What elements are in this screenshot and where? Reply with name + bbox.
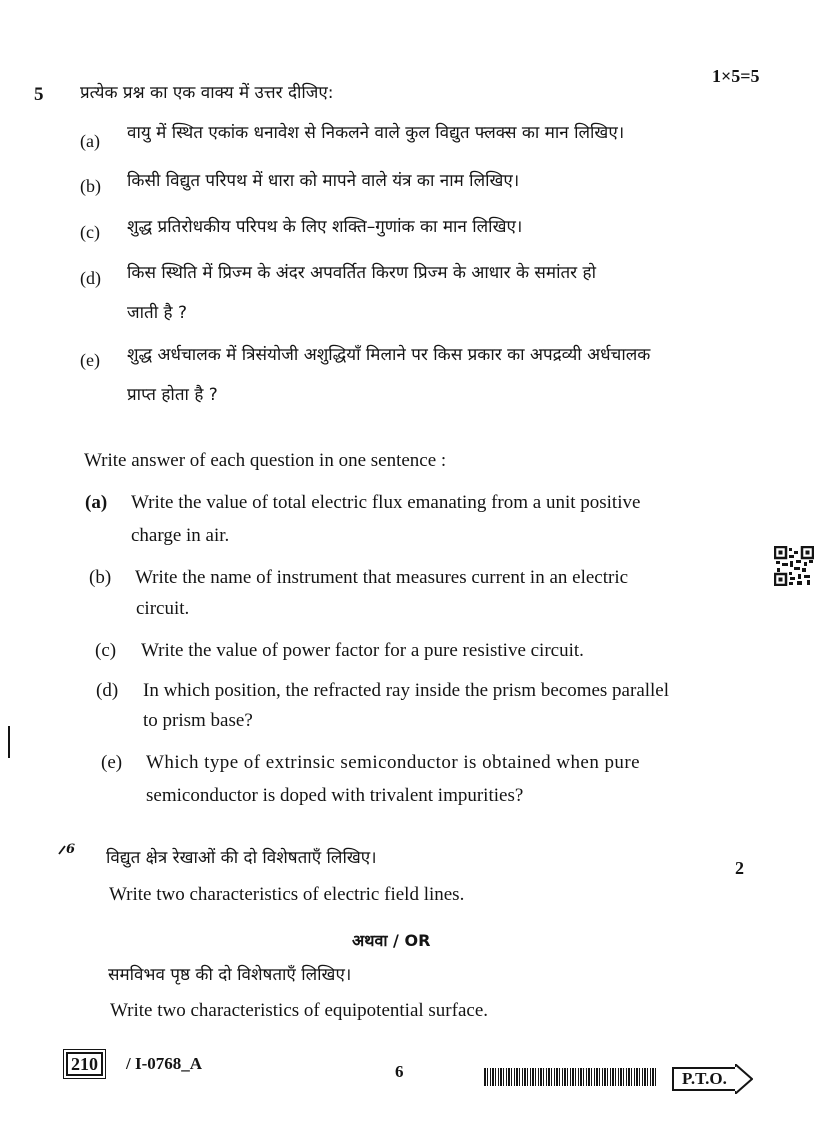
page-number: 6 (395, 1062, 404, 1081)
english-part-e-text-line1: Which type of extrinsic semiconductor is obtained when pure (146, 752, 641, 773)
english-part-b-label: (b) (89, 567, 112, 588)
paper-set-number: 210 (66, 1052, 103, 1076)
question-6-alternative-hindi-text: समविभव पृष्ठ की दो विशेषताएँ लिखिए। (108, 965, 352, 985)
hindi-part-d-label: (d) (80, 268, 101, 288)
hindi-part-c-label: (c) (80, 222, 100, 242)
hindi-part-b-label: (b) (80, 176, 101, 196)
hindi-part-a-label: (a) (80, 131, 100, 151)
english-part-e-label: (e) (101, 752, 123, 773)
hindi-part-a-text: वायु में स्थित एकांक धनावेश से निकलने वाले कुल विद्युत फ्लक्स का मान लिखिए। (127, 123, 625, 143)
question-5-hindi-instruction: प्रत्येक प्रश्न का एक वाक्य में उत्तर दीजिए: (80, 83, 334, 103)
question-6-number-handwritten (56, 840, 82, 856)
footer-code-box (66, 1054, 103, 1075)
hindi-part-e-text-line2: प्राप्त होता है ? (127, 385, 218, 405)
english-part-a-text-line1: Write the value of total electric flux emanating from a unit positive (131, 492, 641, 513)
english-part-d-text-line2: to prism base? (143, 710, 253, 731)
pto-indicator (672, 1064, 753, 1094)
question-6-marks: 2 (735, 858, 744, 878)
english-part-a-text-line2: charge in air. (131, 525, 230, 546)
english-part-b-text-line1: Write the name of instrument that measures current in an electric (135, 567, 629, 588)
english-part-a-label: (a) (85, 492, 108, 513)
english-part-d-text-line1: In which position, the refracted ray inside the prism becomes parallel (143, 680, 670, 701)
english-part-c-text: Write the value of power factor for a pure resistive circuit. (141, 640, 584, 661)
arrow-right-icon (735, 1064, 753, 1094)
question-6-hindi-text: विद्युत क्षेत्र रेखाओं की दो विशेषताएँ लिखिए। (106, 848, 377, 868)
margin-mark (8, 726, 10, 758)
question-5-number: 5 (34, 84, 44, 105)
barcode (484, 1068, 656, 1086)
english-part-e-text-line2: semiconductor is doped with trivalent impurities? (146, 785, 524, 806)
hindi-part-d-text-line2: जाती है ? (127, 303, 187, 323)
english-instruction: Write answer of each question in one sentence : (84, 450, 447, 471)
english-part-c-label: (c) (95, 640, 117, 661)
english-part-b-text-line2: circuit. (136, 598, 190, 619)
english-part-d-label: (d) (96, 680, 119, 701)
svg-text:6: 6 (66, 842, 76, 856)
pto-label: P.T.O. (672, 1067, 735, 1091)
hindi-part-e-label: (e) (80, 350, 100, 370)
hindi-part-d-text-line1: किस स्थिति में प्रिज्म के अंदर अपवर्तित किरण प्रिज्म के आधार के समांतर हो (127, 263, 596, 283)
hindi-part-b-text: किसी विद्युत परिपथ में धारा को मापने वाले यंत्र का नाम लिखिए। (127, 171, 520, 191)
hindi-part-c-text: शुद्ध प्रतिरोधकीय परिपथ के लिए शक्ति–गुणांक का मान लिखिए। (127, 217, 523, 237)
question-6-alternative-english-text: Write two characteristics of equipotential surface. (110, 1000, 489, 1021)
hindi-part-e-text-line1: शुद्ध अर्धचालक में त्रिसंयोजी अशुद्धियाँ मिलाने पर किस प्रकार का अपद्रव्यी अर्धचालक (127, 345, 651, 365)
question-5-marks: 1×5=5 (712, 66, 760, 86)
paper-code: / I-0768_A (126, 1054, 203, 1073)
or-divider: अथवा / OR (352, 931, 431, 950)
question-6-english-text: Write two characteristics of electric field lines. (109, 884, 465, 905)
qr-code-icon (774, 546, 814, 586)
